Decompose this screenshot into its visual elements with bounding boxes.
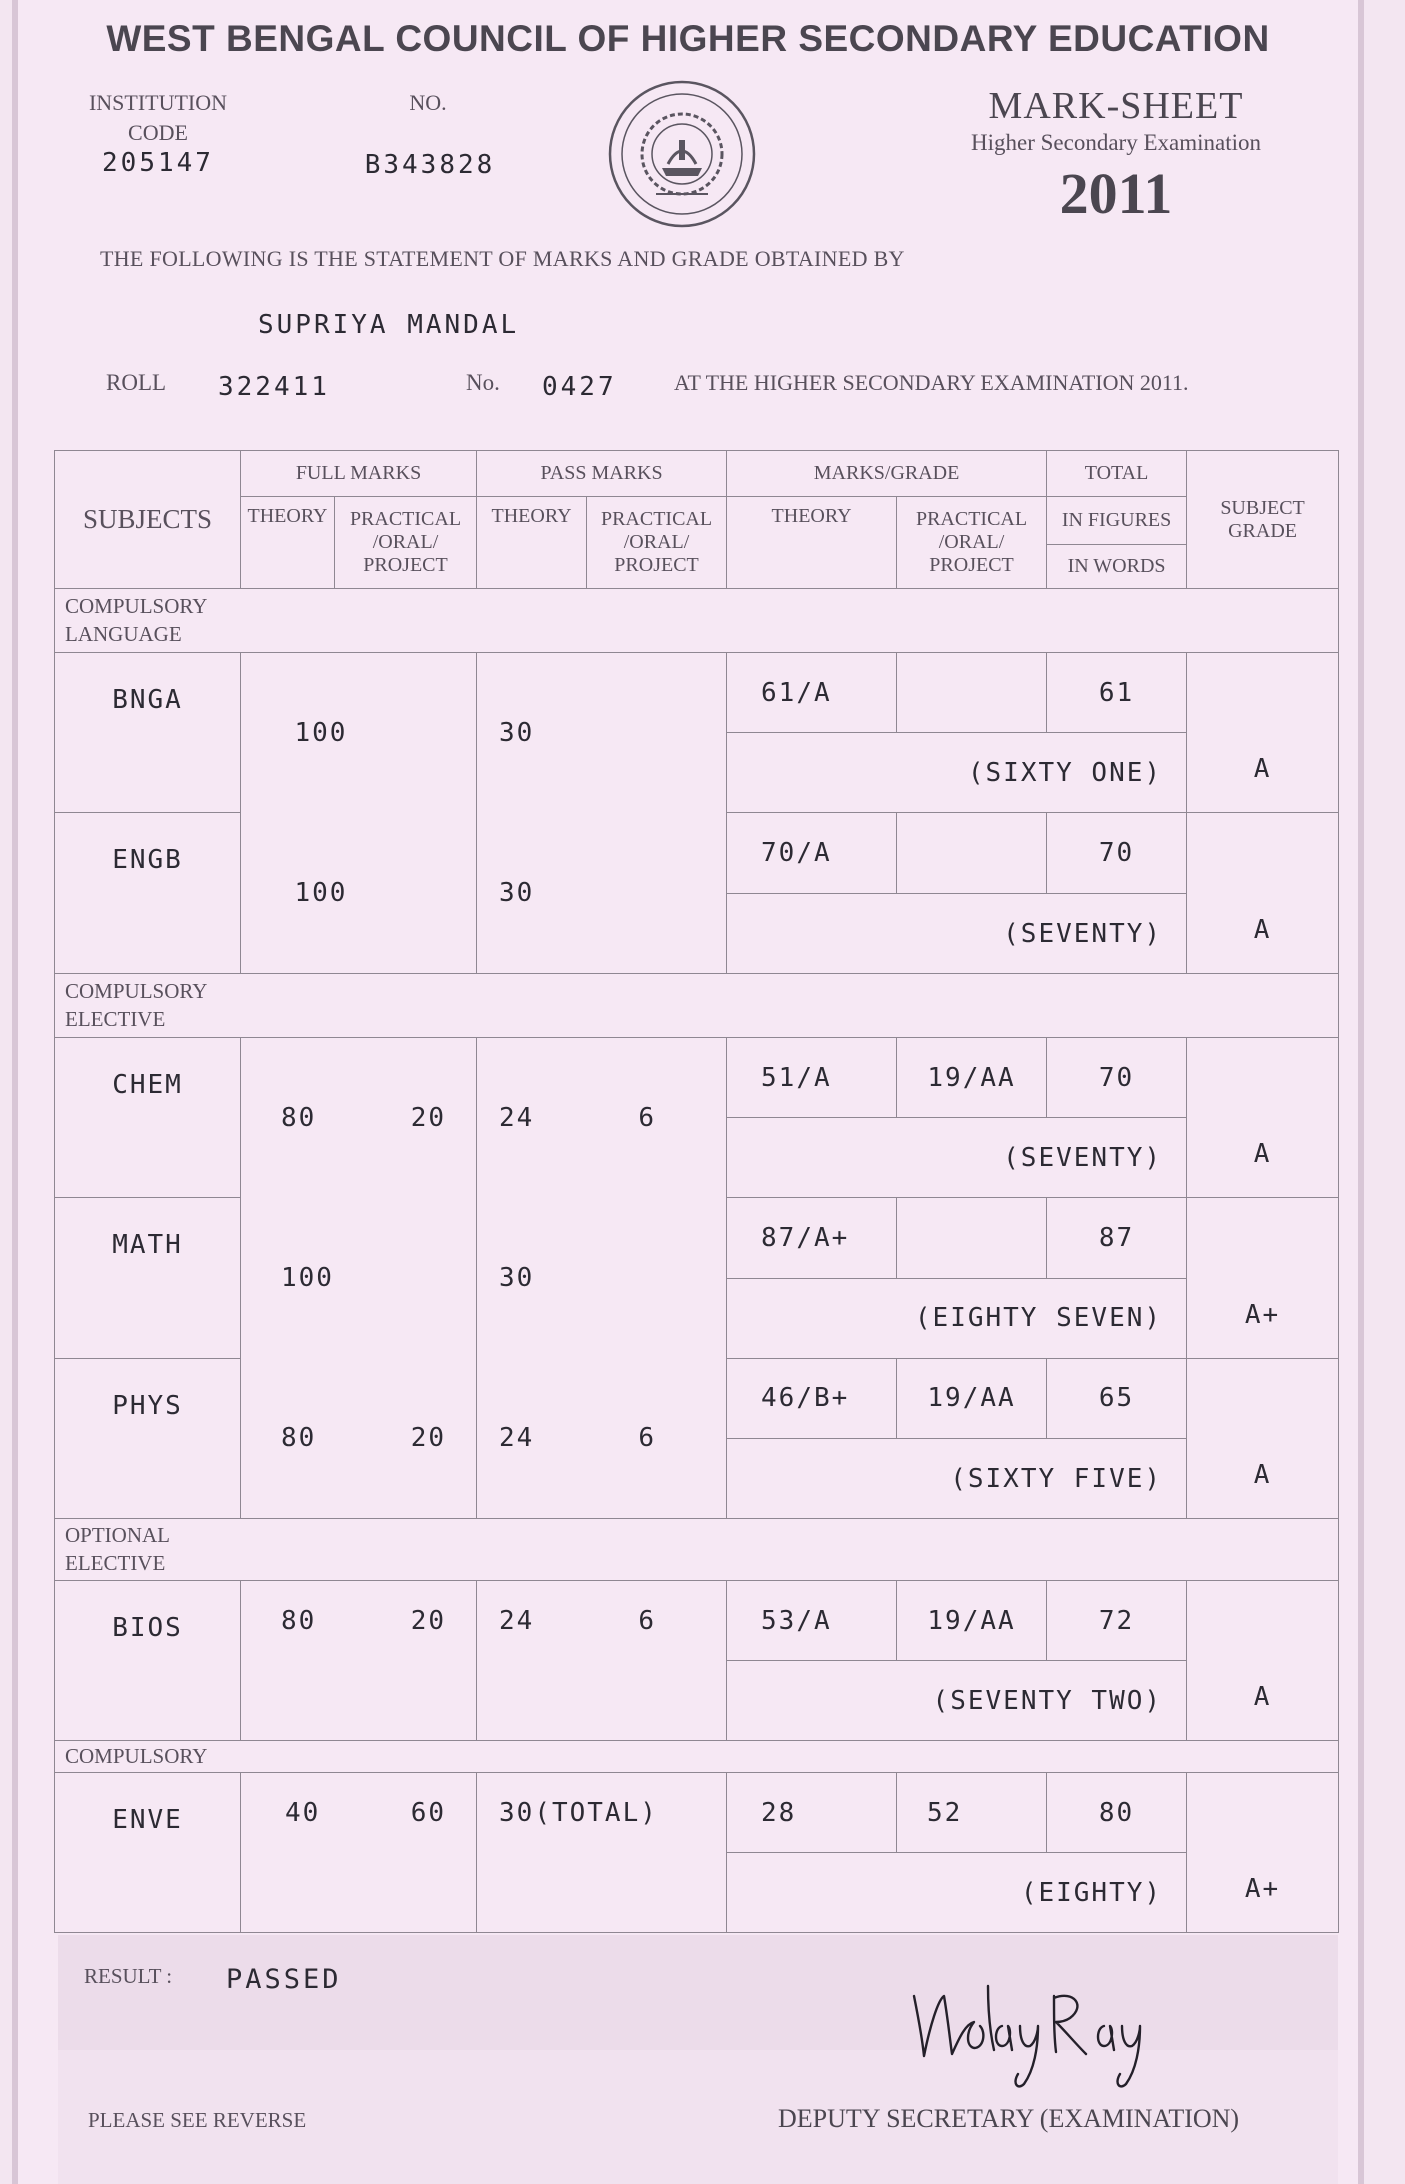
marks-practical bbox=[897, 813, 1047, 894]
pass-marks-header: PASS MARKS bbox=[477, 451, 727, 497]
total-words: (EIGHTY) bbox=[727, 1853, 1187, 1933]
section-compulsory-language: COMPULSORY LANGUAGE bbox=[55, 589, 1339, 653]
subject-code: ENVE bbox=[55, 1773, 241, 1933]
result-value: PASSED bbox=[226, 1964, 342, 1995]
subject-grade: A bbox=[1187, 1358, 1339, 1519]
subject-grade: A+ bbox=[1187, 1773, 1339, 1933]
total-figures: 72 bbox=[1047, 1581, 1187, 1661]
marks-theory: 53/A bbox=[727, 1581, 897, 1661]
pass-theory: 30 bbox=[499, 878, 535, 908]
full-practical: 20 bbox=[410, 1606, 447, 1636]
exam-statement: AT THE HIGHER SECONDARY EXAMINATION 2011. bbox=[674, 370, 1189, 395]
council-seal-icon bbox=[606, 78, 758, 230]
total-figures: 87 bbox=[1047, 1198, 1187, 1279]
subject-grade-header: SUBJECT GRADE bbox=[1187, 451, 1339, 589]
pass-practical: 6 bbox=[638, 1606, 657, 1636]
statement-text: THE FOLLOWING IS THE STATEMENT OF MARKS AND GRADE OBTAINED BY bbox=[100, 246, 905, 271]
total-figures: 61 bbox=[1047, 653, 1187, 733]
marks-table bbox=[54, 450, 1339, 1933]
section-optional-elective: OPTIONAL ELECTIVE bbox=[55, 1519, 1339, 1581]
subject-row-bnga bbox=[55, 653, 1339, 733]
full-practical: 20 bbox=[410, 1103, 447, 1133]
marks-grade-header: MARKS/GRADE bbox=[727, 451, 1047, 497]
marks-practical: 19/AA bbox=[897, 1038, 1047, 1118]
full-theory: 80 bbox=[281, 1423, 317, 1453]
total-words: (EIGHTY SEVEN) bbox=[727, 1278, 1187, 1358]
total-words: (SIXTY ONE) bbox=[727, 733, 1187, 813]
subject-code: PHYS bbox=[55, 1358, 241, 1519]
marksheet-title: MARK-SHEET bbox=[988, 85, 1244, 127]
total-figures: 70 bbox=[1047, 1038, 1187, 1118]
section-compulsory: COMPULSORY bbox=[55, 1741, 1339, 1773]
subject-grade: A bbox=[1187, 813, 1339, 974]
marks-theory: 61/A bbox=[727, 653, 897, 733]
subjects-header: SUBJECTS bbox=[55, 451, 241, 589]
full-marks-header: FULL MARKS bbox=[241, 451, 477, 497]
exam-name: Higher Secondary Examination bbox=[971, 130, 1261, 155]
full-theory-header: THEORY bbox=[241, 497, 335, 589]
candidate-no: 0427 bbox=[542, 372, 617, 402]
serial-no-label: NO. bbox=[409, 90, 447, 115]
serial-no: B343828 bbox=[364, 150, 496, 180]
section-compulsory-elective: COMPULSORY ELECTIVE bbox=[55, 974, 1339, 1038]
subject-row-chem bbox=[55, 1038, 1339, 1118]
marks-practical: 19/AA bbox=[897, 1358, 1047, 1439]
marks-practical: 19/AA bbox=[897, 1581, 1047, 1661]
marks-practical-header: PRACTICAL /ORAL/ PROJECT bbox=[897, 497, 1047, 589]
total-words: (SEVENTY TWO) bbox=[727, 1661, 1187, 1741]
in-figures-header: IN FIGURES bbox=[1047, 497, 1187, 545]
pass-theory: 30(TOTAL) bbox=[499, 1798, 658, 1828]
header-row-2 bbox=[55, 497, 1339, 545]
see-reverse-note: PLEASE SEE REVERSE bbox=[88, 2108, 307, 2132]
subject-row-bios bbox=[55, 1581, 1339, 1661]
marks-practical bbox=[897, 653, 1047, 733]
exam-year: 2011 bbox=[1059, 161, 1173, 226]
signature-icon bbox=[904, 1966, 1204, 2096]
roll-label: ROLL bbox=[106, 370, 167, 395]
subject-grade: A+ bbox=[1187, 1198, 1339, 1359]
institution-code-label: INSTITUTION CODE bbox=[88, 90, 228, 145]
full-theory: 80 bbox=[281, 1606, 317, 1636]
full-theory: 100 bbox=[281, 1263, 334, 1293]
full-theory: 100 bbox=[294, 718, 348, 748]
result-label: RESULT : bbox=[84, 1964, 173, 1988]
pass-theory: 30 bbox=[499, 718, 535, 748]
council-title: WEST BENGAL COUNCIL OF HIGHER SECONDARY EDUCATION bbox=[106, 18, 1270, 59]
subject-code: BNGA bbox=[55, 653, 241, 813]
subject-code: MATH bbox=[55, 1198, 241, 1359]
full-theory: 40 bbox=[285, 1798, 321, 1828]
header-row-1 bbox=[55, 451, 1339, 497]
total-words: (SIXTY FIVE) bbox=[727, 1439, 1187, 1519]
marks-theory: 28 bbox=[727, 1773, 897, 1853]
subject-code: BIOS bbox=[55, 1581, 241, 1741]
total-header: TOTAL bbox=[1047, 451, 1187, 497]
full-practical-header: PRACTICAL /ORAL/ PROJECT bbox=[335, 497, 477, 589]
full-theory: 100 bbox=[294, 878, 348, 908]
institution-code: 205147 bbox=[102, 148, 214, 178]
mark-sheet bbox=[12, 0, 1364, 2184]
subject-grade: A bbox=[1187, 1038, 1339, 1198]
total-figures: 65 bbox=[1047, 1358, 1187, 1439]
subject-grade: A bbox=[1187, 1581, 1339, 1741]
subject-row-enve bbox=[55, 1773, 1339, 1853]
marks-theory-header: THEORY bbox=[727, 497, 897, 589]
marks-theory: 51/A bbox=[727, 1038, 897, 1118]
total-figures: 70 bbox=[1047, 813, 1187, 894]
roll-number: 322411 bbox=[218, 372, 330, 402]
full-practical: 60 bbox=[410, 1798, 447, 1828]
in-words-header: IN WORDS bbox=[1047, 545, 1187, 589]
pass-theory-header: THEORY bbox=[477, 497, 587, 589]
no-label: No. bbox=[466, 370, 500, 395]
total-figures: 80 bbox=[1047, 1773, 1187, 1853]
pass-practical: 6 bbox=[638, 1423, 657, 1453]
total-words: (SEVENTY) bbox=[727, 1118, 1187, 1198]
pass-practical-header: PRACTICAL /ORAL/ PROJECT bbox=[587, 497, 727, 589]
subject-code: ENGB bbox=[55, 813, 241, 974]
candidate-name: SUPRIYA MANDAL bbox=[258, 310, 520, 340]
signatory-title: DEPUTY SECRETARY (EXAMINATION) bbox=[778, 2104, 1240, 2133]
marks-theory: 70/A bbox=[727, 813, 897, 894]
pass-practical: 6 bbox=[638, 1103, 657, 1133]
marks-practical: 52 bbox=[897, 1773, 1047, 1853]
pass-theory: 30 bbox=[499, 1263, 535, 1293]
marks-theory: 87/A+ bbox=[727, 1198, 897, 1279]
total-words: (SEVENTY) bbox=[727, 894, 1187, 974]
pass-theory: 24 bbox=[499, 1606, 535, 1636]
full-theory: 80 bbox=[281, 1103, 317, 1133]
subject-code: CHEM bbox=[55, 1038, 241, 1198]
marks-theory: 46/B+ bbox=[727, 1358, 897, 1439]
subject-grade: A bbox=[1187, 653, 1339, 813]
marks-practical bbox=[897, 1198, 1047, 1279]
pass-theory: 24 bbox=[499, 1103, 535, 1133]
pass-theory: 24 bbox=[499, 1423, 535, 1453]
full-practical: 20 bbox=[410, 1423, 447, 1453]
